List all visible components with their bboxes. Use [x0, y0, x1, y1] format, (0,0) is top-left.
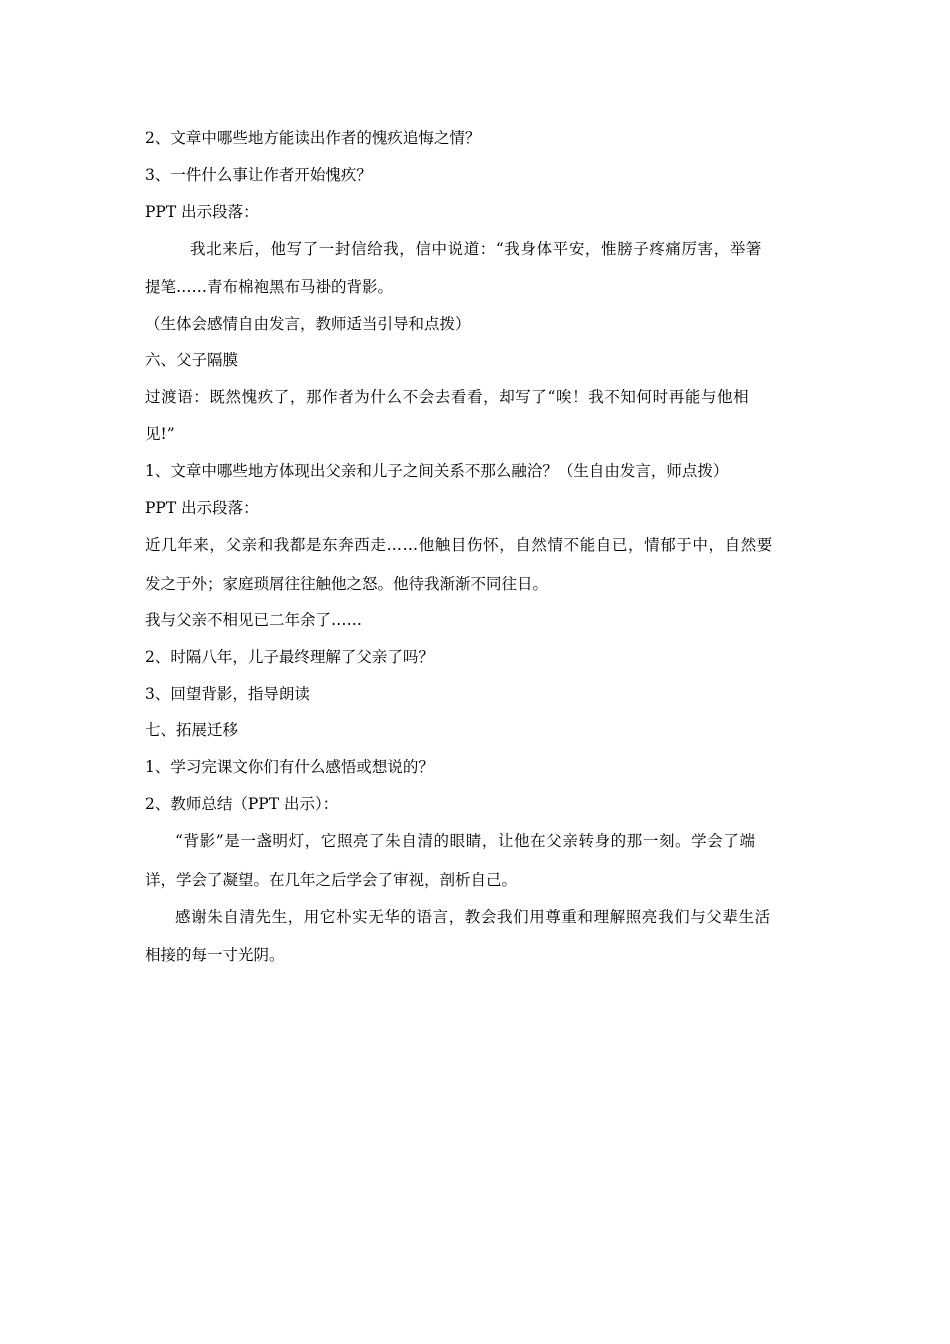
- question-2-understand: 2、时隔八年，儿子最终理解了父亲了吗？: [145, 648, 434, 666]
- quote-years-line-2: 发之于外；家庭琐屑往往触他之怒。他待我渐渐不同往日。: [145, 575, 549, 593]
- quote-years-line-1: 近几年来，父亲和我都是东奔西走……他触目伤怀，自然情不能自已，情郁于中，自然要: [145, 536, 773, 554]
- transition-line-2: 见!”: [145, 425, 175, 443]
- ppt-label-2: PPT 出示段落：: [145, 499, 259, 517]
- item-3-reading: 3、回望背影，指导朗读: [145, 685, 310, 703]
- summary-para-2-line-1: 感谢朱自清先生，用它朴实无华的语言，教会我们用尊重和理解照亮我们与父辈生活: [175, 908, 771, 926]
- ppt-label-1: PPT 出示段落：: [145, 203, 259, 221]
- question-1-relationship: 1、文章中哪些地方体现出父亲和儿子之间关系不那么融洽？（生自由发言，师点拨）: [145, 462, 729, 480]
- section-7-heading: 七、拓展迁移: [145, 721, 239, 739]
- question-2-remorse: 2、文章中哪些地方能读出作者的愧疚追悔之情？: [145, 129, 481, 147]
- summary-para-1-line-1: “背影”是一盏明灯，它照亮了朱自清的眼睛，让他在父亲转身的那一刻。学会了端: [175, 832, 756, 850]
- summary-para-2-line-2: 相接的每一寸光阴。: [145, 946, 285, 964]
- quote-letter-line-1: 我北来后，他写了一封信给我，信中说道：“我身体平安，惟膀子疼痛厉害，举箸: [190, 240, 763, 258]
- quote-two-years: 我与父亲不相见已二年余了……: [145, 611, 363, 629]
- item-2-summary: 2、教师总结（PPT 出示）：: [145, 795, 339, 813]
- quote-letter-line-2: 提笔……青布棉袍黑布马褂的背影。: [145, 278, 394, 296]
- summary-para-1-line-2: 详，学会了凝望。在几年之后学会了审视，剖析自己。: [145, 871, 518, 889]
- transition-line-1: 过渡语：既然愧疚了，那作者为什么不会去看看，却写了“唉！我不知何时再能与他相: [145, 388, 750, 406]
- student-discussion-note: （生体会感情自由发言，教师适当引导和点拨）: [145, 315, 471, 333]
- question-3-event: 3、一件什么事让作者开始愧疚？: [145, 166, 372, 184]
- item-1-reflection: 1、学习完课文你们有什么感悟或想说的？: [145, 758, 434, 776]
- section-6-heading: 六、父子隔膜: [145, 351, 239, 369]
